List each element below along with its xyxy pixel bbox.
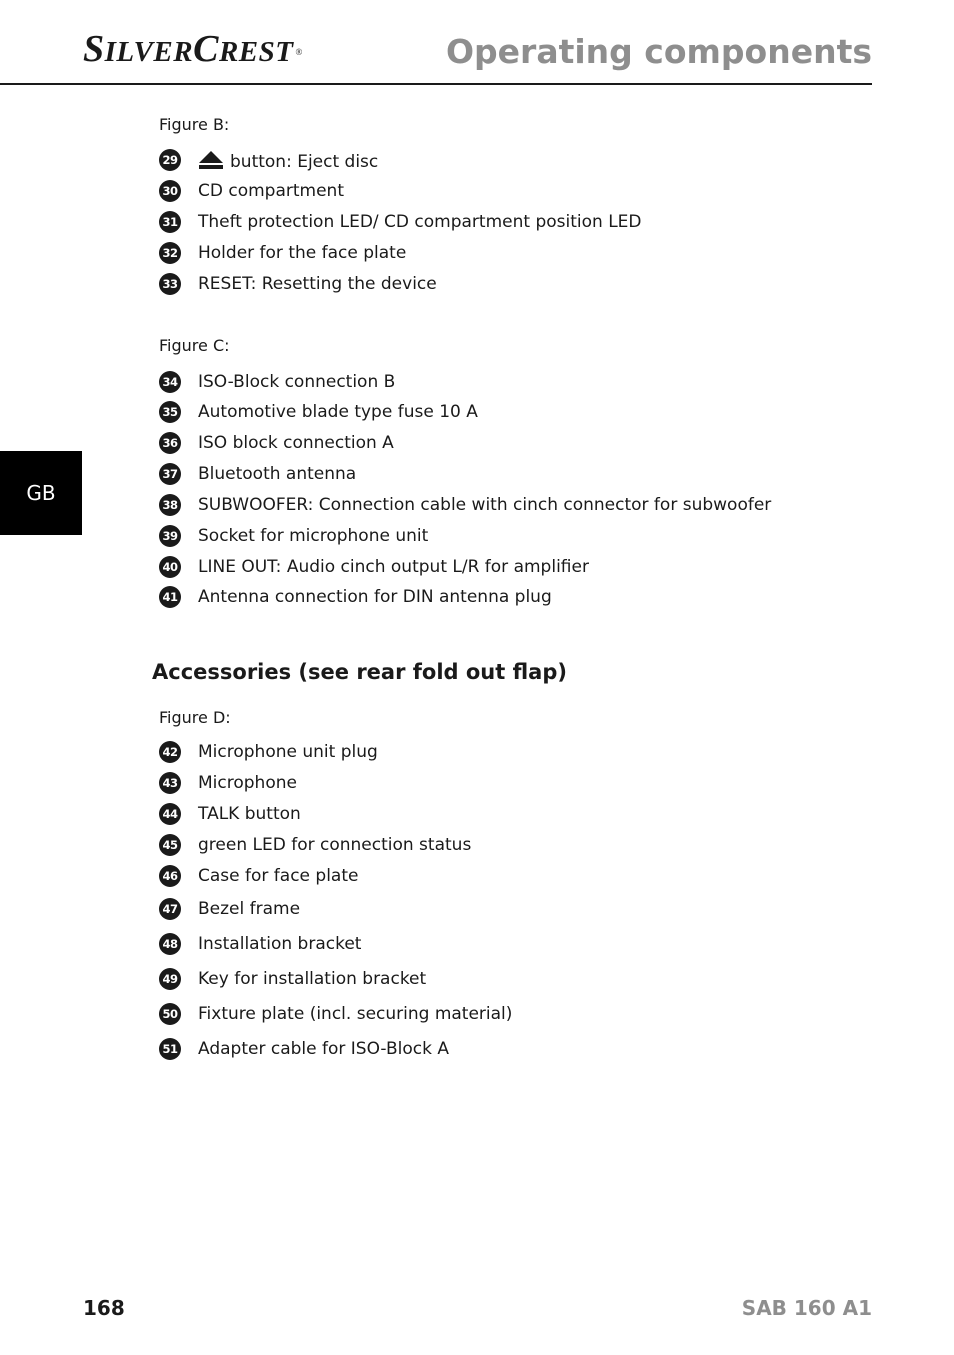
item-text: Adapter cable for ISO-Block A bbox=[198, 1038, 449, 1059]
figure-d-label: Figure D: bbox=[159, 708, 231, 727]
item-number-badge: 35 bbox=[159, 401, 181, 423]
item-text: ISO-Block connection B bbox=[198, 371, 396, 392]
item-number-badge: 41 bbox=[159, 586, 181, 608]
item-number-badge: 33 bbox=[159, 273, 181, 295]
item-number-badge: 46 bbox=[159, 865, 181, 887]
item-number-badge: 29 bbox=[159, 149, 181, 171]
list-item bbox=[159, 585, 552, 609]
item-number-badge: 51 bbox=[159, 1038, 181, 1060]
list-item bbox=[159, 897, 301, 921]
item-text: SUBWOOFER: Connection cable with cinch connector for subwoofer bbox=[198, 494, 772, 515]
item-number-badge: 32 bbox=[159, 242, 181, 264]
item-text: ISO block connection A bbox=[198, 432, 394, 453]
list-item bbox=[159, 400, 478, 424]
brand-logo: SILVERCREST ® bbox=[83, 28, 303, 70]
item-text: Microphone unit plug bbox=[198, 741, 378, 762]
header-rule bbox=[0, 83, 872, 85]
list-item bbox=[159, 462, 357, 486]
page-title: Operating components bbox=[446, 32, 872, 71]
item-number-badge: 38 bbox=[159, 494, 181, 516]
list-item bbox=[159, 148, 379, 172]
list-item bbox=[159, 555, 589, 579]
item-text-wrapper bbox=[198, 150, 378, 171]
item-number-badge: 50 bbox=[159, 1003, 181, 1025]
model-number: SAB 160 A1 bbox=[741, 1296, 872, 1320]
list-item bbox=[159, 210, 642, 234]
list-item bbox=[159, 967, 427, 991]
item-number-badge: 31 bbox=[159, 211, 181, 233]
item-text: Microphone bbox=[198, 772, 297, 793]
page-number: 168 bbox=[83, 1296, 125, 1320]
item-number-badge: 36 bbox=[159, 432, 181, 454]
list-item bbox=[159, 932, 362, 956]
item-text: green LED for connection status bbox=[198, 834, 472, 855]
eject-icon bbox=[198, 150, 224, 170]
item-text: Antenna connection for DIN antenna plug bbox=[198, 586, 552, 607]
list-item bbox=[159, 1037, 449, 1061]
item-text: TALK button bbox=[198, 803, 301, 824]
item-text: CD compartment bbox=[198, 180, 344, 201]
item-number-badge: 48 bbox=[159, 933, 181, 955]
language-tab: GB bbox=[0, 451, 82, 535]
list-item bbox=[159, 493, 772, 517]
item-number-badge: 43 bbox=[159, 772, 181, 794]
item-text: Installation bracket bbox=[198, 933, 362, 954]
item-number-badge: 44 bbox=[159, 803, 181, 825]
item-number-badge: 30 bbox=[159, 180, 181, 202]
list-item bbox=[159, 431, 394, 455]
item-number-badge: 42 bbox=[159, 741, 181, 763]
item-text: Bezel frame bbox=[198, 898, 301, 919]
list-item bbox=[159, 241, 407, 265]
list-item bbox=[159, 1002, 513, 1026]
item-text: Socket for microphone unit bbox=[198, 525, 429, 546]
item-text: Bluetooth antenna bbox=[198, 463, 357, 484]
item-number-badge: 34 bbox=[159, 371, 181, 393]
list-item bbox=[159, 370, 396, 394]
list-item bbox=[159, 272, 437, 296]
list-item bbox=[159, 524, 429, 548]
item-text: Key for installation bracket bbox=[198, 968, 427, 989]
list-item bbox=[159, 740, 378, 764]
item-number-badge: 47 bbox=[159, 898, 181, 920]
list-item bbox=[159, 802, 301, 826]
item-number-badge: 40 bbox=[159, 556, 181, 578]
list-item bbox=[159, 179, 344, 203]
item-text: Theft protection LED/ CD compartment position LED bbox=[198, 211, 642, 232]
list-item bbox=[159, 864, 359, 888]
item-text: Case for face plate bbox=[198, 865, 359, 886]
item-text: button: Eject disc bbox=[230, 151, 379, 172]
item-number-badge: 45 bbox=[159, 834, 181, 856]
item-text: Automotive blade type fuse 10 A bbox=[198, 401, 478, 422]
item-number-badge: 39 bbox=[159, 525, 181, 547]
item-text: LINE OUT: Audio cinch output L/R for amplifier bbox=[198, 556, 589, 577]
item-number-badge: 49 bbox=[159, 968, 181, 990]
figure-b-label: Figure B: bbox=[159, 115, 230, 134]
accessories-heading: Accessories (see rear fold out flap) bbox=[152, 660, 567, 684]
item-text: RESET: Resetting the device bbox=[198, 273, 437, 294]
item-number-badge: 37 bbox=[159, 463, 181, 485]
item-text: Fixture plate (incl. securing material) bbox=[198, 1003, 513, 1024]
list-item bbox=[159, 833, 472, 857]
list-item bbox=[159, 771, 297, 795]
figure-c-label: Figure C: bbox=[159, 336, 230, 355]
item-text: Holder for the face plate bbox=[198, 242, 407, 263]
